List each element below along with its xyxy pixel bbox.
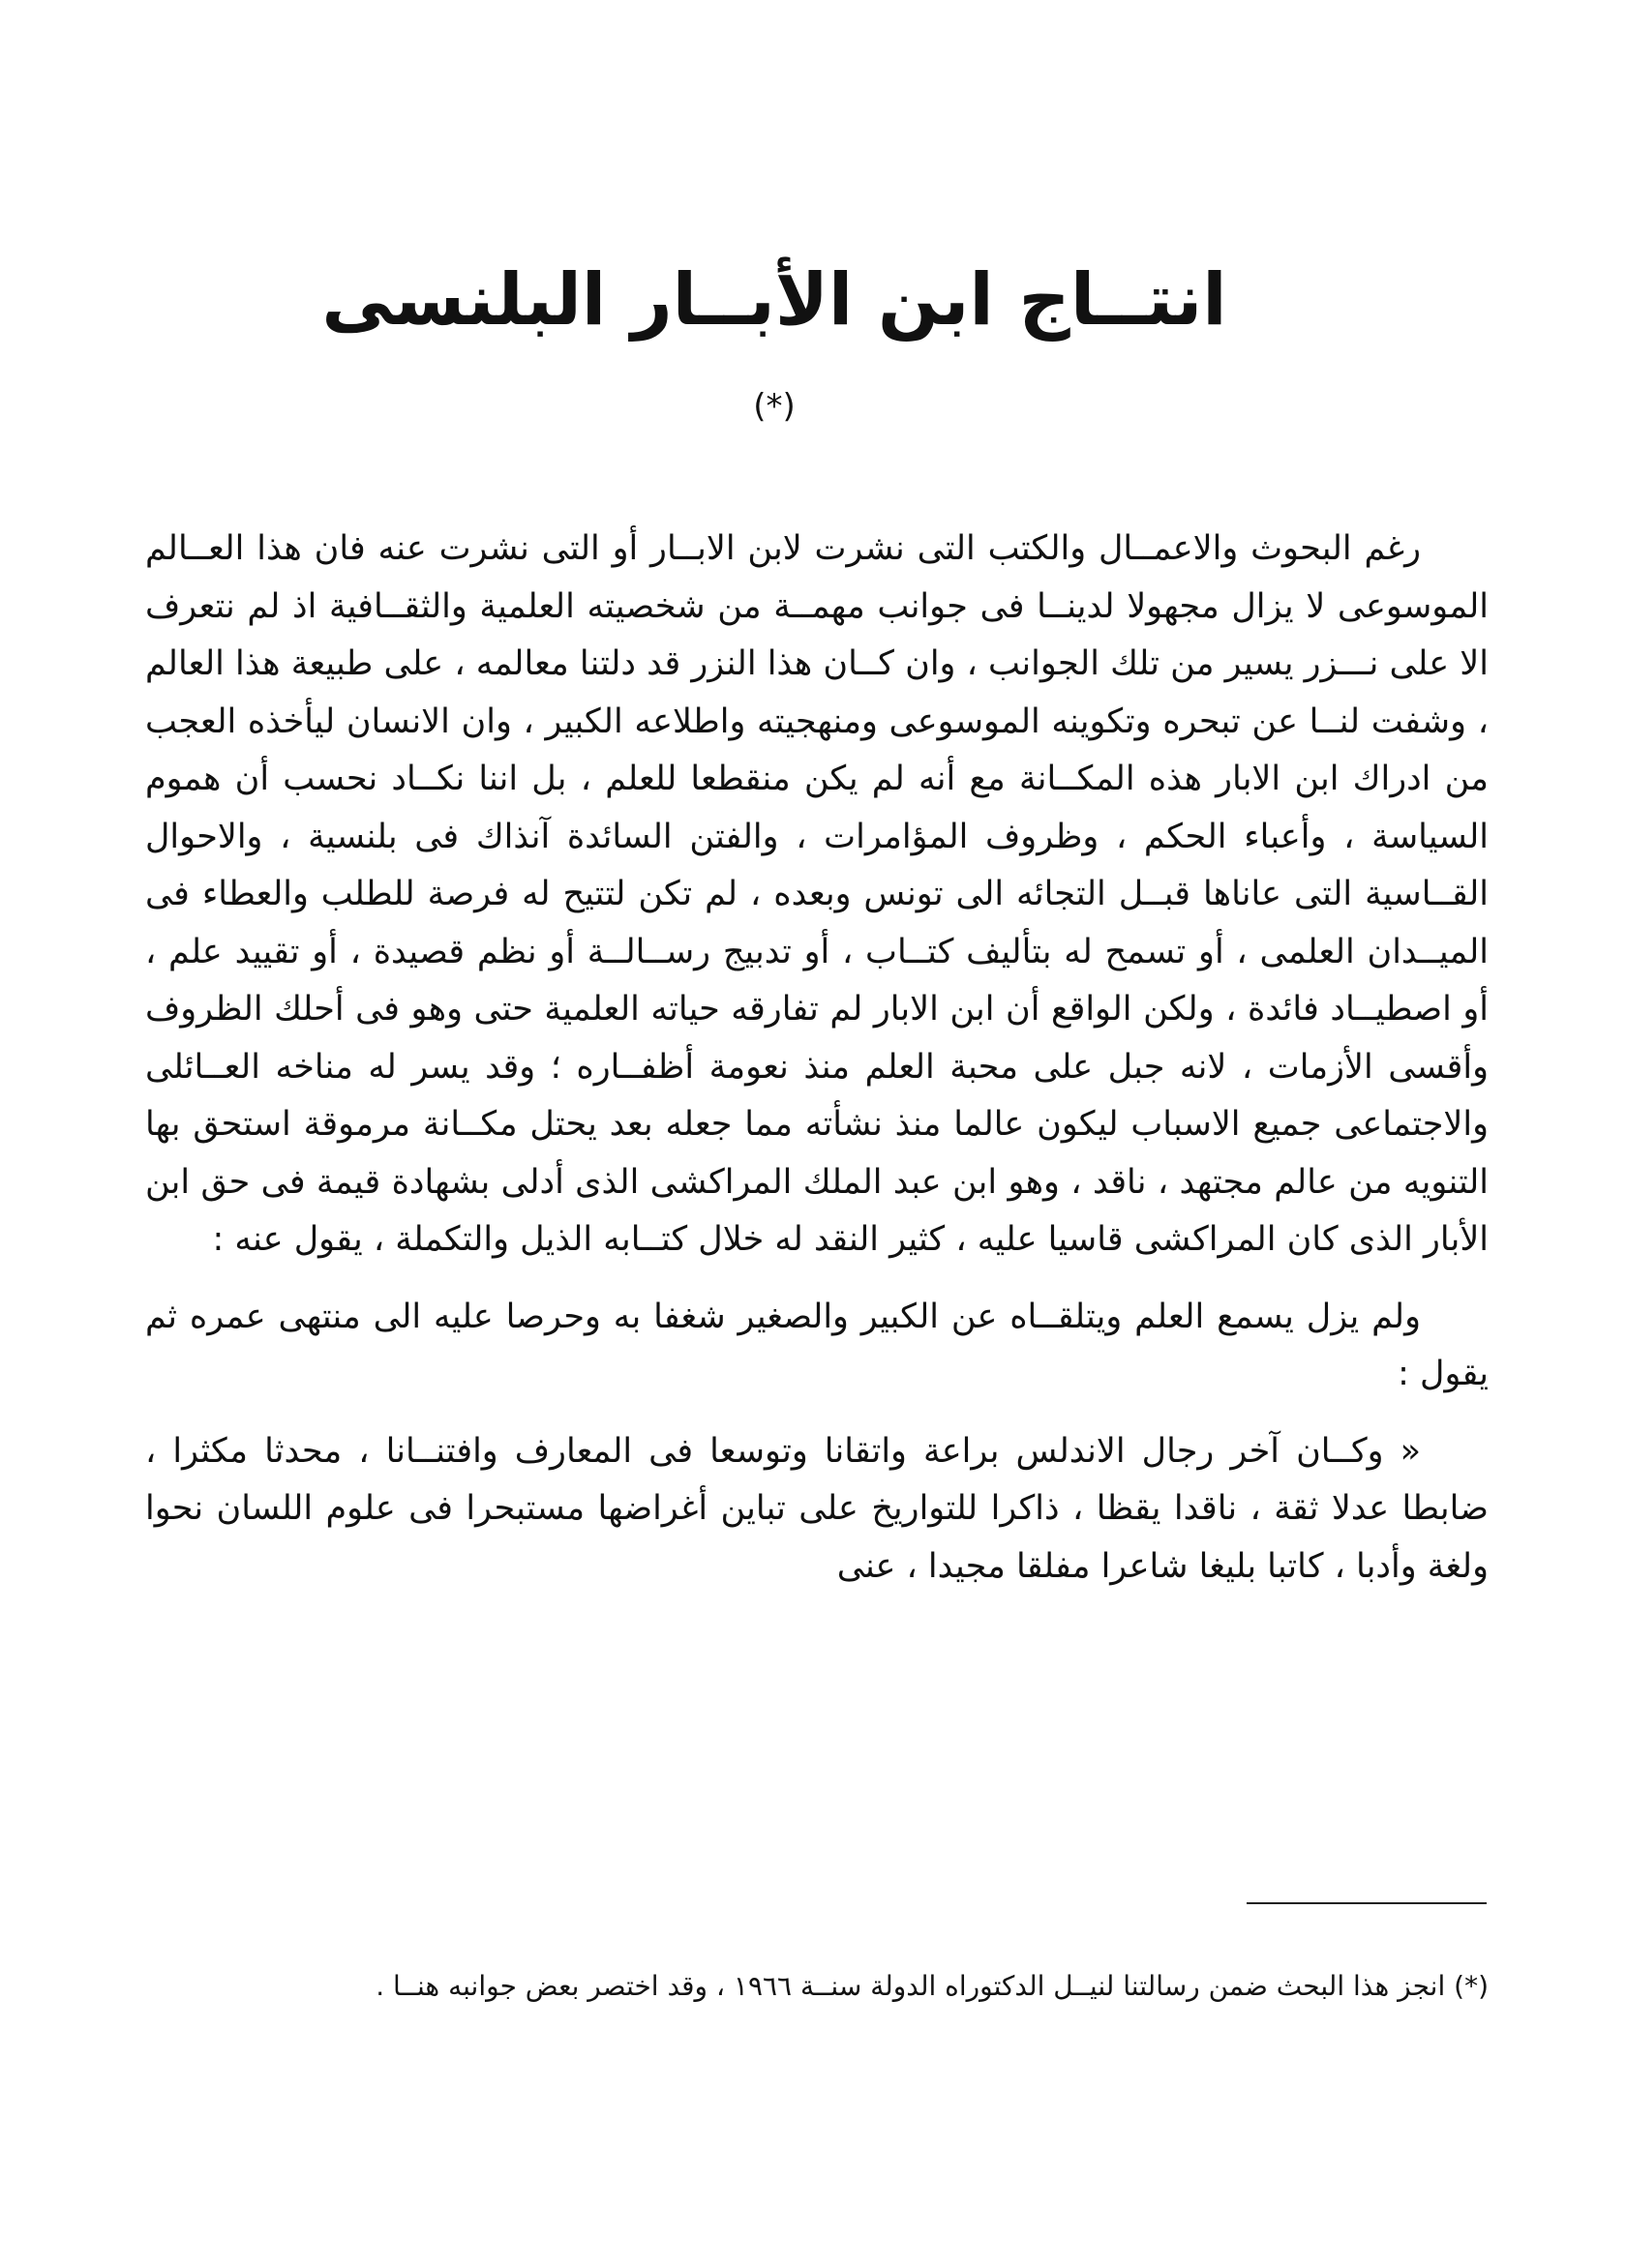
footnote-separator [1247, 1902, 1487, 1904]
paragraph-intro: رغم البحوث والاعمــال والكتب التى نشرت لابن الابــار أو التى نشرت عنه فان هذا العــالم الموسوعى لا يزال مجهولا لدينــا فى جوانب مهمــة من شخصيته العلمية والثقــافية اذ لم نتعرف الا على نـــزر يسير من تلك الجوانب ، وان كــان هذا النزر قد دلتنا معالمه ، على طبيعة هذا العالم ، وشفت لنــا عن تبحره وتكوينه الموسوعى ومنهجيته واطلاعه الكبير ، وان الانسان ليأخذه العجب من ادراك ابن الابار هذه المكــانة مع أنه لم يكن منقطعا للعلم ، بل اننا نكــاد نحسب أن هموم السياسة ، وأعباء الحكم ، وظروف المؤامرات ، والفتن السائدة آنذاك فى بلنسية ، والاحوال القــاسية التى عاناها قبــل التجائه الى تونس وبعده ، لم تكن لتتيح له فرصة للطلب والعطاء فى الميــدان العلمى ، أو تسمح له بتأليف كتــاب ، أو تدبيج رســالــة أو نظم قصيدة ، أو تقييد علم ، أو اصطيــاد فائدة ، ولكن الواقع أن ابن الابار لم تفارقه حياته العلمية حتى وهو فى أحلك الظروف وأقسى الأزمات ، لانه جبل على محبة العلم منذ نعومة أظفــاره ؛ وقد يسر له مناخه العــائلى والاجتماعى جميع الاسباب ليكون عالما منذ نشأته مما جعله بعد يحتل مكــانة مرموقة استحق بها التنويه من عالم مجتهد ، ناقد ، وهو ابن عبد الملك المراكشى الذى أدلى بشهادة قيمة فى حق ابن الأبار الذى كان المراكشى قاسيا عليه ، كثير النقد له خلال كتــابه الذيل والتكملة ، يقول عنه : [145, 529, 1489, 1259]
body-text [145, 521, 1489, 1615]
footnote: (*) انجز هذا البحث ضمن رسالتنا لنيــل الدكتوراه الدولة سنــة ١٩٦٦ ، وقد اختصر بعض جوانبه هنــا . [376, 1970, 1489, 2002]
title-footnote-marker: (*) [753, 387, 796, 426]
title-text: انتــاج ابن الأبــار البلنسى [321, 258, 1227, 342]
page-title [290, 247, 1258, 471]
paragraph-quote-intro: ولم يزل يسمع العلم ويتلقــاه عن الكبير والصغير شغفا به وحرصا عليه الى منتهى عمره ثم يقول : [145, 1297, 1489, 1393]
paragraph-quote: « وكــان آخر رجال الاندلس براعة واتقانا وتوسعا فى المعارف وافتنــانا ، محدثا مكثرا ، ضابطا عدلا ثقة ، ناقدا يقظا ، ذاكرا للتواريخ على تباين أغراضها مستبحرا فى علوم اللسان نحوا ولغة وأدبا ، كاتبا بليغا شاعرا مفلقا مجيدا ، عنى [145, 1431, 1489, 1586]
